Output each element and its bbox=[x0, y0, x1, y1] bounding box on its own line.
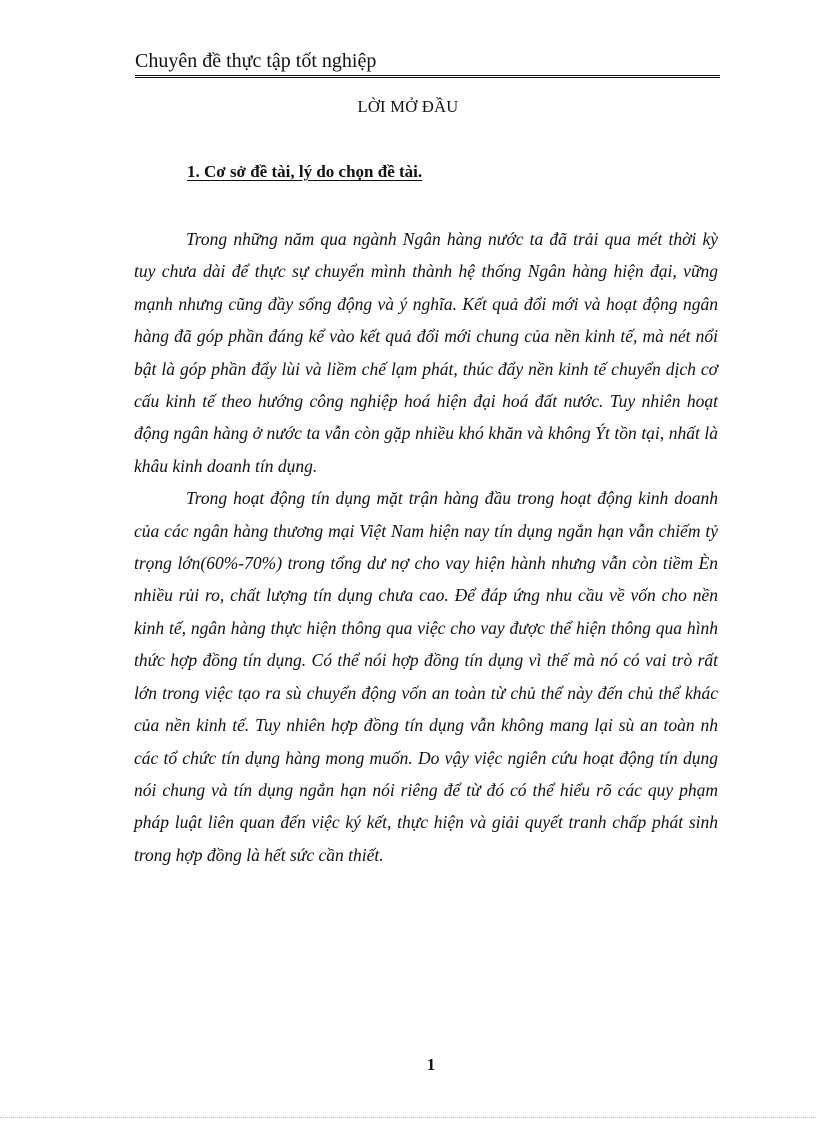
section-heading: 1. Cơ sở đề tài, lý do chọn đề tài. bbox=[187, 162, 423, 181]
paragraph-2: Trong hoạt động tín dụng mặt trận hàng đầu trong hoạt động kinh doanh của các ngân hàng thương mại Việt Nam hiện nay tín dụng ngắn hạn vẫn chiếm tỷ trọng lớn(60%-70%) trong tổng dư nợ cho vay hiện hành nhưng vẫn còn tiềm Èn nhiều rủi ro, chất lượng tín dụng chưa cao. Để đáp ứng nhu cầu về vốn cho nền kinh tế, ngân hàng thực hiện thông qua việc cho vay được thể hiện thông qua hình thức hợp đồng tín dụng. Có thể nói hợp đồng tín dụng vì thế mà nó có vai trò rất lớn trong việc tạo ra sù chuyển động vốn an toàn từ chủ thể này đến chủ thể khác của nền kinh tế. Tuy nhiên hợp đồng tín dụng vẫn không mang lại sù an toàn nh các tổ chức tín dụng hàng mong muốn. Do vậy việc ngiên cứu hoạt động tín dụng nói chung và tín dụng ngắn hạn nói riêng để từ đó có thể hiểu rõ các quy phạm pháp luật liên quan đến việc ký kết, thực hiện và giải quyết tranh chấp phát sinh trong hợp đồng là hết sức cần thiết. bbox=[134, 488, 718, 865]
document-title: LỜI MỞ ĐẦU bbox=[357, 97, 459, 116]
paragraph-1: Trong những năm qua ngành Ngân hàng nước ta đã trải qua mét thời kỳ tuy chưa dài để thực sự chuyển mình thành hệ thống Ngân hàng hiện đại, vững mạnh nhưng cũng đầy sống động và ý nghĩa. Kết quả đổi mới và hoạt động ngân hàng đã góp phần đáng kể vào kết quả đổi mới chung của nền kinh tế, mà nét nổi bật là góp phần đẩy lùi và liềm chế lạm phát, thúc đẩy nền kinh tế chuyển dịch cơ cấu kinh tế theo hướng công nghiệp hoá hiện đại hoá đất nước. Tuy nhiên hoạt động ngân hàng ở nước ta vẫn còn gặp nhiều khó khăn và không Ýt tồn tại, nhất là khâu kinh doanh tín dụng. bbox=[134, 229, 718, 476]
page-bottom-divider bbox=[0, 1117, 816, 1118]
running-header: Chuyên đề thực tập tốt nghiệp bbox=[135, 49, 720, 78]
body-text bbox=[134, 223, 718, 871]
page-number: 1 bbox=[426, 1055, 436, 1074]
